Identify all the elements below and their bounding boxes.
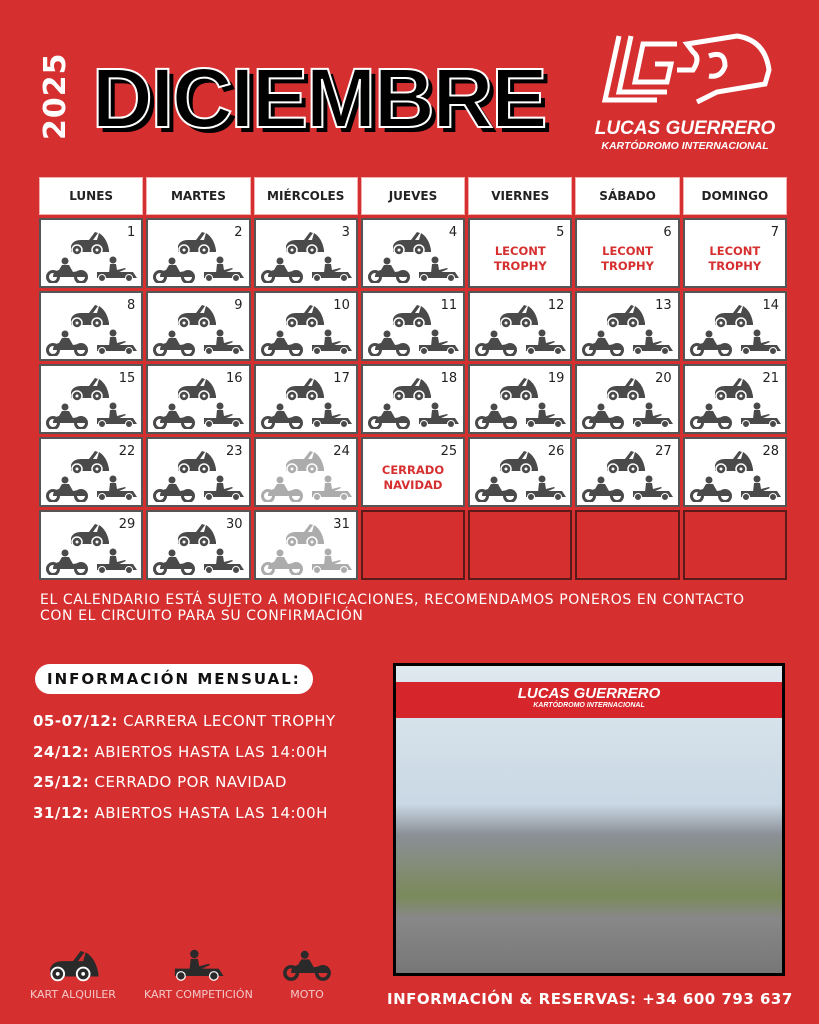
moto-icon — [474, 476, 518, 502]
kart-rental-icon — [174, 522, 218, 548]
day-number: 4 — [448, 225, 458, 240]
kart-competition-icon — [629, 475, 675, 501]
moto-icon — [689, 330, 733, 356]
calendar-day — [575, 437, 679, 507]
day-number: 16 — [226, 371, 243, 386]
kart-competition-icon — [308, 475, 354, 501]
day-number: 2 — [234, 225, 243, 240]
disclaimer-note: EL CALENDARIO ESTÁ SUJETO A MODIFICACIONES, RECOMENDAMOS PONEROS EN CONTACTO CON EL CIRCUITO PARA SU CONFIRMACIÓN — [40, 592, 745, 624]
kart-competition-icon — [200, 329, 246, 355]
calendar-day — [146, 218, 250, 288]
kart-competition-icon — [93, 329, 139, 355]
race-photo — [393, 663, 785, 976]
month-title: DICIEMBRE — [92, 51, 546, 145]
event-label: LECONT TROPHY — [493, 244, 547, 273]
kart-competition-icon — [308, 329, 354, 355]
day-number: 26 — [547, 444, 565, 459]
moto-icon — [581, 403, 625, 429]
day-number: 8 — [127, 298, 136, 313]
monthly-info-list — [33, 712, 336, 834]
day-number: 23 — [226, 444, 243, 459]
info-text: CERRADO POR NAVIDAD — [94, 773, 287, 791]
calendar-day — [146, 510, 250, 580]
kart-rental-icon — [603, 376, 647, 402]
day-number: 24 — [333, 444, 350, 459]
day-number: 25 — [440, 444, 458, 459]
kart-rental-icon — [603, 449, 647, 475]
calendar-day — [254, 218, 358, 288]
kart-competition-icon — [308, 548, 354, 574]
kart-rental-icon — [711, 449, 755, 475]
moto-icon — [152, 257, 196, 283]
kart-competition-icon — [93, 256, 139, 282]
kart-rental-icon — [45, 948, 101, 982]
day-number: 18 — [440, 371, 458, 386]
kart-rental-icon — [282, 303, 326, 329]
kart-rental-icon — [67, 376, 111, 402]
day-number: 17 — [333, 371, 350, 386]
calendar-empty-cell — [575, 510, 679, 580]
moto-icon — [260, 476, 304, 502]
day-number: 28 — [762, 444, 779, 459]
kart-rental-icon — [174, 449, 218, 475]
day-number: 15 — [118, 371, 136, 386]
weekday-header: SÁBADO — [575, 177, 679, 215]
moto-icon — [152, 330, 196, 356]
calendar-day — [683, 218, 787, 288]
lgs-logo-icon — [597, 30, 773, 116]
kart-rental-icon — [496, 376, 540, 402]
kart-rental-icon — [496, 303, 540, 329]
calendar-day — [683, 291, 787, 361]
calendar-day — [468, 364, 572, 434]
kart-rental-icon — [67, 522, 111, 548]
calendar-day — [146, 291, 250, 361]
day-number: 22 — [118, 444, 136, 459]
calendar-day — [39, 510, 143, 580]
kart-competition-icon — [522, 475, 568, 501]
moto-icon — [689, 476, 733, 502]
calendar-empty-cell — [361, 510, 465, 580]
moto-icon — [45, 330, 89, 356]
moto-icon — [367, 403, 411, 429]
kart-rental-icon — [282, 230, 326, 256]
calendar-day — [254, 510, 358, 580]
day-number: 3 — [341, 225, 350, 240]
kart-competition-icon — [522, 329, 568, 355]
kart-rental-icon — [389, 376, 433, 402]
info-item — [33, 804, 336, 835]
calendar-day — [254, 291, 358, 361]
kart-rental-icon — [282, 522, 326, 548]
calendar-day — [468, 291, 572, 361]
day-number: 21 — [762, 371, 779, 386]
monthly-info-title: INFORMACIÓN MENSUAL: — [35, 664, 313, 694]
calendar-day — [683, 437, 787, 507]
weekday-header: MIÉRCOLES — [254, 177, 358, 215]
moto-icon — [474, 330, 518, 356]
kart-rental-icon — [389, 303, 433, 329]
calendar-day — [146, 364, 250, 434]
kart-rental-icon — [711, 303, 755, 329]
info-text: ABIERTOS HASTA LAS 14:00H — [94, 803, 328, 822]
calendar-day — [468, 218, 572, 288]
calendar-empty-cell — [683, 510, 787, 580]
day-number: 7 — [770, 225, 779, 240]
kart-competition-icon — [522, 402, 568, 428]
legend-moto — [282, 948, 332, 1001]
calendar-day — [361, 364, 465, 434]
day-number: 30 — [226, 517, 243, 532]
kart-rental-icon — [67, 449, 111, 475]
day-number: 11 — [440, 298, 458, 313]
banner-title: LUCAS GUERRERO — [517, 685, 661, 702]
moto-icon — [152, 549, 196, 575]
day-number: 27 — [655, 444, 672, 459]
kart-rental-icon — [174, 376, 218, 402]
calendar-day — [361, 218, 465, 288]
day-number: 6 — [663, 225, 672, 240]
moto-icon — [152, 476, 196, 502]
calendar-day — [575, 364, 679, 434]
kart-competition-icon — [415, 256, 461, 282]
moto-icon — [282, 948, 332, 982]
event-label: LECONT TROPHY — [708, 244, 762, 273]
calendar-empty-cell — [468, 510, 572, 580]
calendar-day — [575, 291, 679, 361]
weekday-header: DOMINGO — [683, 177, 787, 215]
info-date: 24/12: — [33, 742, 90, 761]
calendar-day — [146, 437, 250, 507]
moto-icon — [260, 549, 304, 575]
brand-name: LUCAS GUERRERO — [594, 118, 776, 139]
moto-icon — [581, 330, 625, 356]
legend-label: KART ALQUILER — [30, 988, 116, 1001]
calendar-day — [254, 364, 358, 434]
calendar-day — [39, 364, 143, 434]
day-number: 9 — [234, 298, 243, 313]
kart-rental-icon — [67, 230, 111, 256]
weekday-header: LUNES — [39, 177, 143, 215]
calendar-day — [39, 218, 143, 288]
kart-competition-icon — [415, 329, 461, 355]
info-text: ABIERTOS HASTA LAS 14:00H — [94, 742, 328, 761]
kart-rental-icon — [174, 303, 218, 329]
kart-rental-icon — [282, 376, 326, 402]
kart-competition-icon — [737, 402, 783, 428]
info-text: CARRERA LECONT TROPHY — [123, 712, 336, 730]
banner-subtitle: KARTÓDROMO INTERNACIONAL — [533, 702, 645, 709]
kart-competition-icon — [170, 948, 226, 982]
day-number: 29 — [118, 517, 136, 532]
kart-competition-icon — [93, 548, 139, 574]
kart-competition-icon — [93, 402, 139, 428]
day-number: 10 — [333, 298, 350, 313]
kart-rental-icon — [67, 303, 111, 329]
moto-icon — [367, 257, 411, 283]
day-number: 19 — [547, 371, 565, 386]
moto-icon — [45, 549, 89, 575]
kart-competition-icon — [629, 402, 675, 428]
info-date: 05-07/12: — [33, 712, 118, 730]
moto-icon — [581, 476, 625, 502]
moto-icon — [367, 330, 411, 356]
info-date: 31/12: — [33, 803, 90, 822]
kart-competition-icon — [737, 329, 783, 355]
event-label: CERRADO NAVIDAD — [381, 463, 445, 492]
kart-competition-icon — [629, 329, 675, 355]
legend-kart-rental — [30, 948, 116, 1001]
day-number: 12 — [547, 298, 565, 313]
kart-rental-icon — [282, 449, 326, 475]
moto-icon — [45, 257, 89, 283]
moto-icon — [152, 403, 196, 429]
moto-icon — [260, 403, 304, 429]
kart-competition-icon — [308, 256, 354, 282]
calendar-day — [683, 364, 787, 434]
day-number: 5 — [556, 225, 565, 240]
year-label: 2025 — [38, 52, 73, 140]
legend-label: MOTO — [290, 988, 324, 1001]
kart-rental-icon — [496, 449, 540, 475]
info-item — [33, 743, 336, 774]
moto-icon — [689, 403, 733, 429]
contact-info: INFORMACIÓN & RESERVAS: +34 600 793 637 — [387, 990, 793, 1008]
kart-competition-icon — [200, 402, 246, 428]
photo-banner — [396, 682, 782, 718]
kart-competition-icon — [308, 402, 354, 428]
moto-icon — [474, 403, 518, 429]
weekday-header: JUEVES — [361, 177, 465, 215]
calendar-day — [361, 291, 465, 361]
calendar-day — [254, 437, 358, 507]
day-number: 14 — [762, 298, 779, 313]
moto-icon — [45, 403, 89, 429]
brand-subtitle: KARTÓDROMO INTERNACIONAL — [601, 140, 769, 152]
kart-rental-icon — [389, 230, 433, 256]
calendar-day — [39, 291, 143, 361]
calendar-day — [468, 437, 572, 507]
kart-competition-icon — [93, 475, 139, 501]
day-number: 1 — [127, 225, 136, 240]
day-number: 31 — [333, 517, 350, 532]
kart-rental-icon — [603, 303, 647, 329]
calendar-day — [361, 437, 465, 507]
info-date: 25/12: — [33, 773, 90, 791]
moto-icon — [260, 330, 304, 356]
info-item — [33, 773, 336, 804]
kart-rental-icon — [711, 376, 755, 402]
moto-icon — [260, 257, 304, 283]
kart-competition-icon — [200, 475, 246, 501]
moto-icon — [45, 476, 89, 502]
calendar-day — [39, 437, 143, 507]
info-item — [33, 712, 336, 743]
legend-label: KART COMPETICIÓN — [144, 988, 253, 1001]
day-number: 13 — [655, 298, 672, 313]
event-label: LECONT TROPHY — [601, 244, 654, 273]
kart-competition-icon — [737, 475, 783, 501]
weekday-header: VIERNES — [468, 177, 572, 215]
day-number: 20 — [655, 371, 672, 386]
kart-competition-icon — [200, 256, 246, 282]
kart-competition-icon — [200, 548, 246, 574]
calendar-grid — [39, 177, 787, 583]
kart-rental-icon — [174, 230, 218, 256]
calendar-day — [575, 218, 679, 288]
weekday-header: MARTES — [146, 177, 250, 215]
kart-competition-icon — [415, 402, 461, 428]
brand-logo — [590, 30, 780, 152]
legend-kart-competition — [144, 948, 253, 1001]
